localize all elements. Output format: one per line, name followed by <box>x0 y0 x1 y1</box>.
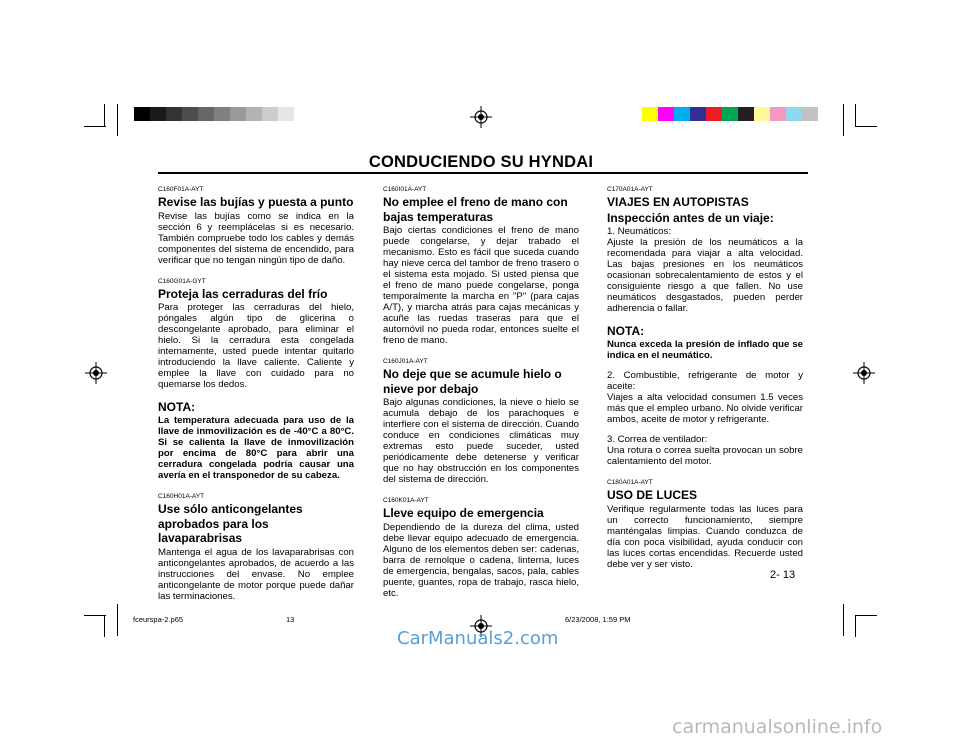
section-body: Bajo ciertas condiciones el freno de mano puede congelarse, y dejar trabado el mecanismo. Esto es fácil que suceda cuando hay nieve cerca del tambor de freno trasero o el sistema esta mojado. Si usted piensa que el freno de mano puede congelarse, ponga temporalmente la marcha en "P" (para cajas A/T), y marcha atrás para cajas mecánicas y acuñe las ruedas traseras para que el automóvil no pueda rodar, entonces suelte el freno de mano. <box>383 225 579 346</box>
note-title: NOTA: <box>158 400 196 414</box>
registration-mark-icon <box>85 362 107 384</box>
list-item-label: 2. Combustible, refrigerante de motor y aceite: <box>607 370 803 392</box>
crop-mark <box>117 604 118 636</box>
section-body: Para proteger las cerraduras del hielo, póngales algún tipo de glicerina o descongelante aprobado, para eliminar el hielo. Si la cerradura esta congelada internamente, usted puede intentar quitarlo introduciendo la llave caliente. Caliente y emplee la llave con cuidado para no quemarse los dedos. <box>158 302 354 390</box>
section-heading: No emplee el freno de mano con bajas temperaturas <box>383 195 568 224</box>
section-code: C170A01A-AYT <box>607 186 653 193</box>
color-swatch <box>182 107 198 121</box>
section-code: C160G01A-GYT <box>158 277 206 285</box>
note-title: NOTA: <box>607 324 645 338</box>
crop-mark <box>855 615 856 637</box>
page-title: CONDUCIENDO SU HYNDAI <box>368 153 594 171</box>
crop-mark <box>855 126 877 127</box>
footer-filename: fceurspa-2.p65 <box>133 615 184 624</box>
list-item-label: 1. Neumáticos: <box>607 226 671 237</box>
section-code: C180A01A-AYT <box>607 479 653 486</box>
grayscale-color-bar <box>134 107 294 121</box>
crop-mark <box>84 126 106 127</box>
column-1 <box>158 186 354 602</box>
watermark-link[interactable]: CarManuals2.com <box>397 628 559 649</box>
crop-mark <box>855 104 856 126</box>
color-swatch <box>278 107 294 121</box>
color-swatch <box>198 107 214 121</box>
section-body: Mantenga el agua de los lavaparabrisas con anticongelantes aprobados, de acuerdo a las instrucciones del envase. No emplee anticongelante de motor porque puede dañar las terminaciones. <box>158 546 354 602</box>
color-swatch <box>690 107 706 121</box>
color-swatch <box>802 107 818 121</box>
color-swatch <box>706 107 722 121</box>
header-rule <box>158 172 808 174</box>
crop-mark <box>104 615 105 637</box>
color-swatch <box>674 107 690 121</box>
section-code: C160H01A-AYT <box>158 493 205 500</box>
section-heading: Revise las bujías y puesta a punto <box>158 195 354 209</box>
section-heading: Use sólo anticongelantes aprobados para los lavaparabrisas <box>158 502 303 545</box>
list-item-label: 3. Correa de ventilador: <box>607 434 708 445</box>
color-swatch <box>262 107 278 121</box>
color-swatch <box>246 107 262 121</box>
color-swatch <box>642 107 658 121</box>
section-code: C160K01A-AYT <box>383 497 429 504</box>
section-heading: Proteja las cerraduras del frío <box>158 286 328 301</box>
section-heading: Lleve equipo de emergencia <box>383 506 544 520</box>
page-number: 2- 13 <box>770 569 796 581</box>
registration-mark-icon <box>470 106 492 128</box>
color-swatch <box>230 107 246 121</box>
color-swatch <box>754 107 770 121</box>
registration-mark-icon <box>853 362 875 384</box>
crop-mark <box>843 104 844 136</box>
section-heading: VIAJES EN AUTOPISTAS <box>607 195 749 209</box>
section-body: Verifique regularmente todas las luces para un correcto funcionamiento, siempre manténgalas limpias. Cuando conduzca de día con poca visibilidad, ayuda conducir con las luces cortas encendidas. Recuerde usted debe ver y ser visto. <box>607 503 803 570</box>
crop-mark <box>104 104 105 126</box>
color-swatch <box>722 107 738 121</box>
column-3 <box>607 186 803 570</box>
color-swatch <box>770 107 786 121</box>
section-heading: No deje que se acumule hielo o nieve por debajo <box>383 367 562 396</box>
crop-mark <box>855 615 877 616</box>
crop-mark <box>84 615 106 616</box>
footer-timestamp: 6/23/2008, 1:59 PM <box>565 615 631 624</box>
watermark-link[interactable]: carmanualsonline.info <box>672 716 883 738</box>
note-body: Nunca exceda la presión de inflado que se indica en el neumático. <box>607 339 803 361</box>
color-swatch <box>214 107 230 121</box>
color-swatch <box>134 107 150 121</box>
process-color-bar <box>642 107 818 121</box>
section-code: C160F01A-AYT <box>158 186 204 193</box>
section-body: Revise las bujías como se indica en la sección 6 y reemplácelas si es necesario. También compruebe todo los cables y demás componentes del sistema de encendido, para verificar que no tengan ningún tipo de daño. <box>158 210 354 266</box>
color-swatch <box>786 107 802 121</box>
color-swatch <box>166 107 182 121</box>
section-heading: USO DE LUCES <box>607 488 698 502</box>
color-swatch <box>658 107 674 121</box>
color-swatch <box>150 107 166 121</box>
footer-page: 13 <box>286 615 295 624</box>
list-item-body: Una rotura o correa suelta provocan un sobre calentamiento del motor. <box>607 445 803 467</box>
list-item-body: Viajes a alta velocidad consumen 1.5 veces más que el empleo urbano. No olvide verificar ambos, aceite de motor y refrigerante. <box>607 392 803 425</box>
section-code: C160I01A-AYT <box>383 186 427 193</box>
color-swatch <box>738 107 754 121</box>
crop-mark <box>843 604 844 636</box>
note-body: La temperatura adecuada para uso de la llave de inmovilización es de -40°C a 80°C. Si se calienta la llave de inmovilización por encima de 80°C para abrir una cerradura congelada podría causar una avería en el transponedor de su cabeza. <box>158 415 354 481</box>
section-subheading: Inspección antes de un viaje: <box>607 210 774 225</box>
column-2 <box>383 186 579 599</box>
section-body: Bajo algunas condiciones, la nieve o hielo se acumula debajo de los parachoques e interfiere con el sistema de dirección. Cuando conduce en condiciones climáticas muy extremas esto puede suceder, usted periódicamente debe detenerse y verificar que no hay obstrucción en los componentes del sistema de dirección. <box>383 397 579 485</box>
section-code: C160J01A-AYT <box>383 358 428 365</box>
crop-mark <box>117 104 118 136</box>
list-item-body: Ajuste la presión de los neumáticos a la recomendada para viajar a alta velocidad. Las bajas presiones en los neumáticos ocasionan sobrecalentamiento de estos y el consiguiente riesgo a que fallen. No use neumáticos desgastados, pueden perder adherencia o fallar. <box>607 237 803 314</box>
section-body: Dependiendo de la dureza del clima, usted debe llevar equipo adecuado de emergencia. Alguno de los elementos deben ser: cadenas, barra de remolque o cadena, linterna, luces de emergencia, bengalas, sacos, pala, cables puente, guantes, ropa de trabajo, rasca hielo, etc. <box>383 521 579 599</box>
